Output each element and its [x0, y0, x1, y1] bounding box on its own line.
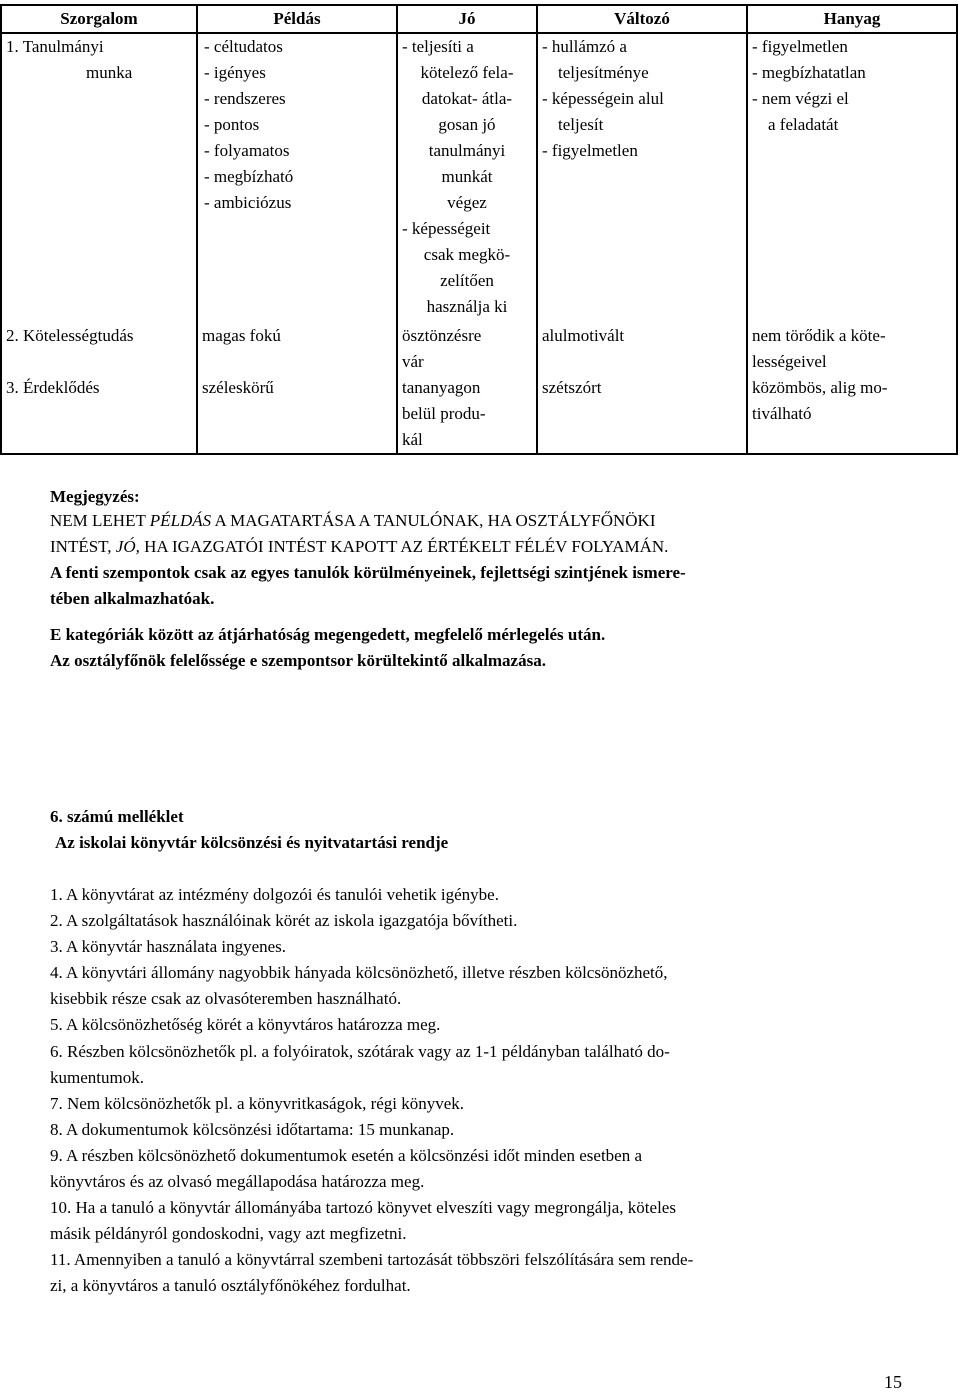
table-row — [1, 33, 957, 323]
criteria-table — [0, 4, 958, 455]
list-item: kisebbik része csak az olvasóteremben használható. — [50, 989, 402, 1008]
list-item: 5. A kölcsönözhetőség körét a könyvtáros határozza meg. — [50, 1015, 441, 1034]
note-line-2: INTÉST, JÓ, HA IGAZGATÓI INTÉST KAPOTT AZ ÉRTÉKELT FÉLÉV FOLYAMÁN. — [50, 537, 669, 556]
table-header-row — [1, 5, 957, 33]
note-bold-2: tében alkalmazhatóak. — [50, 589, 215, 608]
list-item: 1. A könyvtárat az intézmény dolgozói és tanulói vehetik igénybe. — [50, 885, 499, 904]
row1-hanyag: - figyelmetlen - megbízhatatlan - nem végzi el a feladatát — [747, 33, 957, 323]
row3-label: 3. Érdeklődés — [1, 375, 197, 454]
row3-jo: tananyagon belül produ- kál — [397, 375, 537, 454]
header-jo: Jó — [397, 5, 537, 33]
annex-number: 6. számú melléklet — [50, 807, 184, 826]
list-item: 9. A részben kölcsönözhető dokumentumok esetén a kölcsönzési időt minden esetben a — [50, 1146, 643, 1165]
row3-valtozo: szétszórt — [537, 375, 747, 454]
header-valtozo: Változó — [537, 5, 747, 33]
list-item: 10. Ha a tanuló a könyvtár állományába tartozó könyvet elveszíti vagy megrongálja, köteles — [50, 1198, 676, 1217]
list-item: 2. A szolgáltatások használóinak körét az iskola igazgatója bővítheti. — [50, 911, 518, 930]
row1-jo: - teljesíti a kötelező fela- datokat- átla- gosan jó tanulmányi munkát végez - képességeit csak megkö- zelítően használja ki — [397, 33, 537, 323]
table-row — [1, 323, 957, 375]
annex-title: Az iskolai könyvtár kölcsönzési és nyitvatartási rendje — [55, 833, 449, 852]
list-item: kumentumok. — [50, 1068, 144, 1087]
list-item: 4. A könyvtári állomány nagyobbik hányada kölcsönözhető, illetve részben kölcsönözhető, — [50, 963, 668, 982]
row2-label: 2. Kötelességtudás — [1, 323, 197, 375]
header-szorgalom: Szorgalom — [1, 5, 197, 33]
list-item: zi, a könyvtáros a tanuló osztályfőnökéhez fordulhat. — [50, 1276, 411, 1295]
header-peldas: Példás — [197, 5, 397, 33]
list-item: 6. Részben kölcsönözhetők pl. a folyóiratok, szótárak vagy az 1-1 példányban található do- — [50, 1042, 670, 1061]
table-row — [1, 375, 957, 454]
row2-valtozo: alulmotivált — [537, 323, 747, 375]
row1-label: 1. Tanulmányi munka — [1, 33, 197, 323]
page-number: 15 — [884, 1372, 902, 1392]
row2-peldas: magas fokú — [197, 323, 397, 375]
note-bold-3: E kategóriák között az átjárhatóság megengedett, megfelelő mérlegelés után. — [50, 625, 606, 644]
row1-peldas: - céltudatos - igényes - rendszeres - pontos - folyamatos - megbízható - ambiciózus — [197, 33, 397, 323]
list-item: 8. A dokumentumok kölcsönzési időtartama: 15 munkanap. — [50, 1120, 455, 1139]
header-hanyag: Hanyag — [747, 5, 957, 33]
list-item: 7. Nem kölcsönözhetők pl. a könyvritkaságok, régi könyvek. — [50, 1094, 465, 1113]
row2-hanyag: nem törődik a köte- lességeivel — [747, 323, 957, 375]
row3-peldas: széleskörű — [197, 375, 397, 454]
list-item: 3. A könyvtár használata ingyenes. — [50, 937, 287, 956]
list-item: másik példányról gondoskodni, vagy azt megfizetni. — [50, 1224, 407, 1243]
row3-hanyag: közömbös, alig mo- tiválható — [747, 375, 957, 454]
note-bold-4: Az osztályfőnök felelőssége e szempontsor körültekintő alkalmazása. — [50, 651, 546, 670]
note-line-1: NEM LEHET PÉLDÁS A MAGATARTÁSA A TANULÓNAK, HA OSZTÁLYFŐNÖKI — [50, 511, 656, 530]
note-heading: Megjegyzés: — [50, 487, 140, 506]
row1-valtozo: - hullámzó a teljesítménye - képességein alul teljesít - figyelmetlen — [537, 33, 747, 323]
list-item: könyvtáros és az olvasó megállapodása határozza meg. — [50, 1172, 425, 1191]
row2-jo: ösztönzésre vár — [397, 323, 537, 375]
note-bold-1: A fenti szempontok csak az egyes tanulók körülményeinek, fejlettségi szintjének ismere- — [50, 563, 686, 582]
list-item: 11. Amennyiben a tanuló a könyvtárral szembeni tartozását többszöri felszólítására sem rende- — [50, 1250, 694, 1269]
